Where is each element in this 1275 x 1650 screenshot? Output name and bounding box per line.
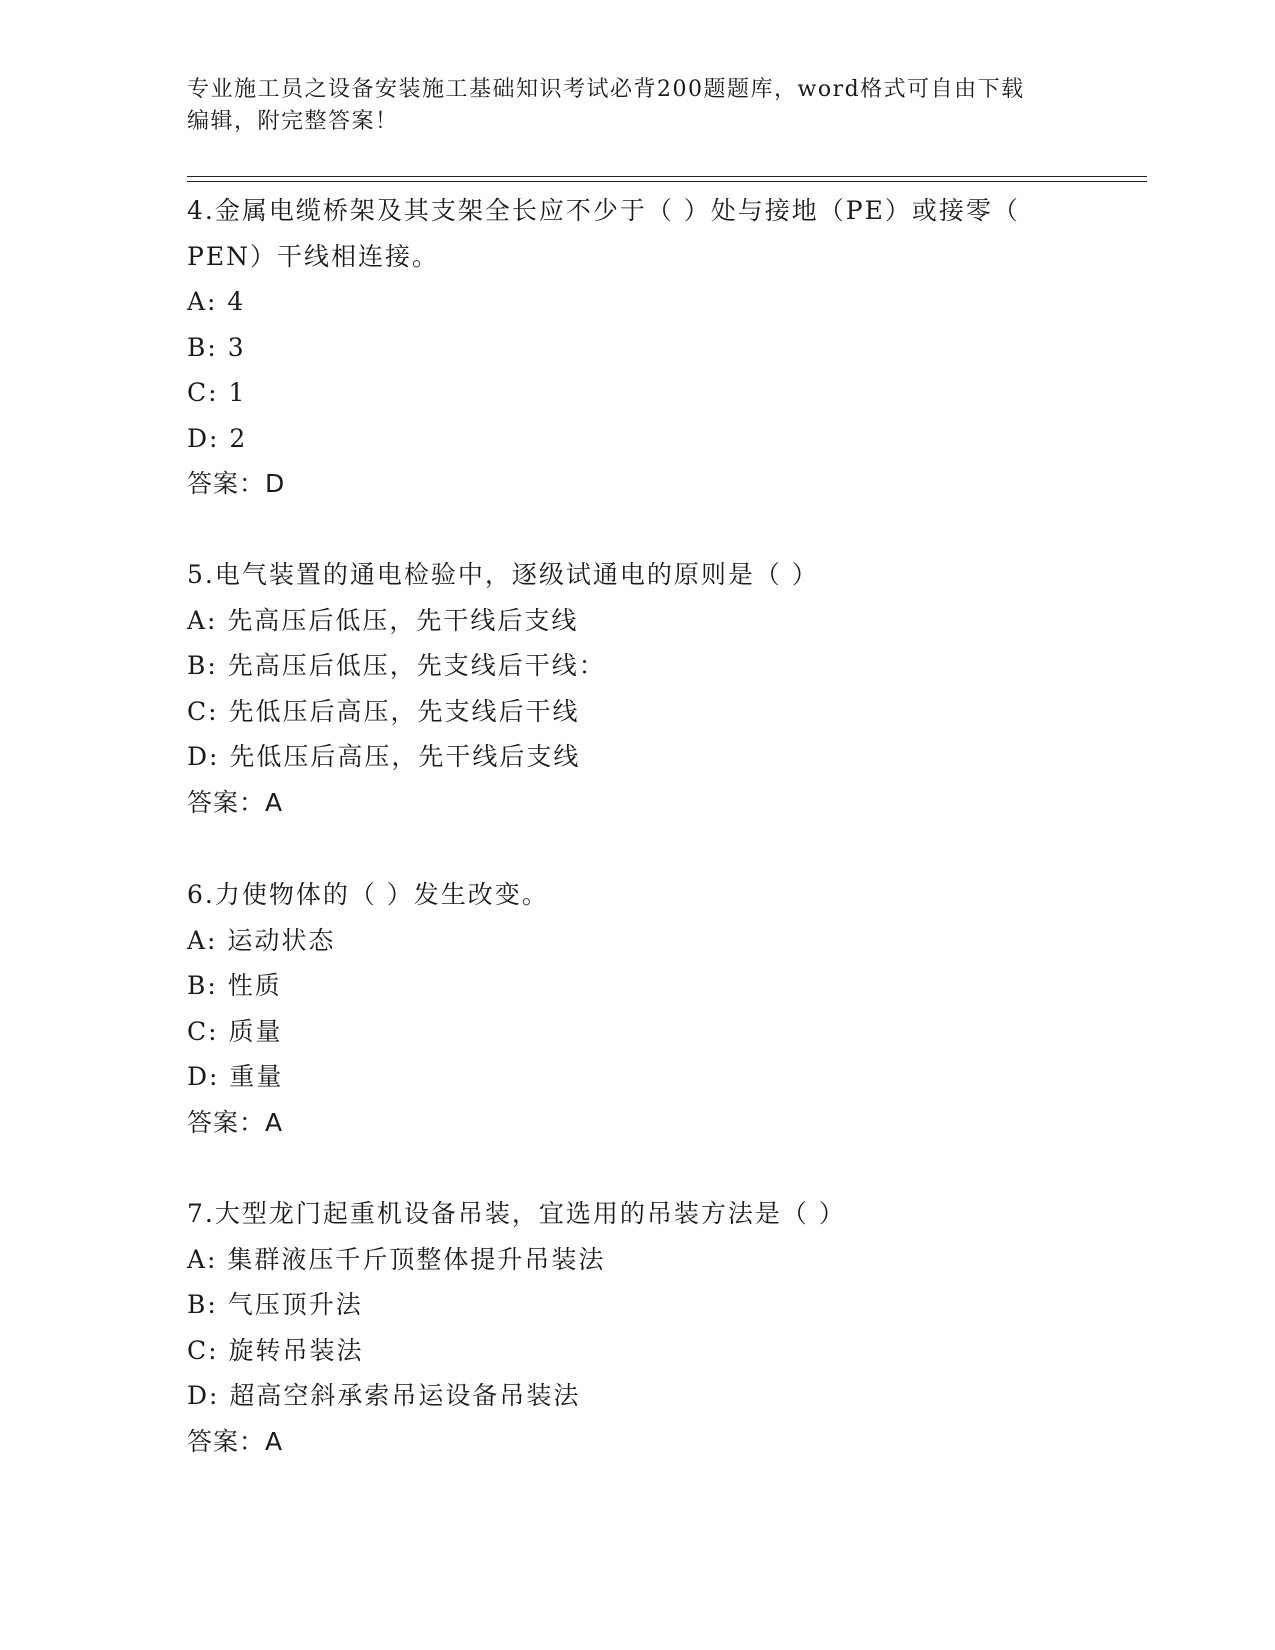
answer-line: 答案：A [187,1426,284,1456]
header-line-2: 编辑，附完整答案！ [187,109,399,134]
option-c: C: 1 [187,378,247,407]
option-c: C: 旋转吊装法 [187,1335,364,1365]
question-stem: 6.力使物体的（ ）发生改变。 [187,880,549,909]
question-6 [187,872,1087,1145]
option-d: D: 先低压后高压，先干线后支线 [187,742,581,771]
header-divider-top [187,176,1147,177]
question-5 [187,552,1087,825]
answer-line: 答案：D [187,469,286,498]
option-a: A: 集群液压千斤顶整体提升吊装法 [187,1244,606,1274]
option-d: D: 2 [187,423,248,453]
question-7 [187,1191,1087,1464]
option-c: C: 先低压后高压，先支线后干线 [187,696,580,726]
answer-line: 答案：A [187,1107,284,1137]
option-d: D: 超高空斜承索吊运设备吊装法 [187,1381,581,1410]
document-header [187,74,1067,138]
option-a: A: 先高压后低压，先干线后支线 [187,605,579,635]
question-stem-continued: PEN）干线相连接。 [187,241,439,271]
option-b: B: 3 [187,332,246,362]
question-4 [187,188,1087,507]
option-a: A: 4 [187,287,246,316]
question-stem: 4.金属电缆桥架及其支架全长应不少于（ ）处与接地（PE）或接零（ [187,196,1020,225]
header-line-1: 专业施工员之设备安装施工基础知识考试必背200题题库，word格式可自由下载 [187,77,1025,102]
question-stem: 5.电气装置的通电检验中，逐级试通电的原则是（ ） [187,560,819,589]
answer-line: 答案：A [187,787,284,817]
option-c: C: 质量 [187,1016,283,1046]
option-b: B: 性质 [187,971,282,1000]
option-b: B: 气压顶升法 [187,1290,363,1319]
question-stem: 7.大型龙门起重机设备吊装，宜选用的吊装方法是（ ） [187,1199,846,1228]
option-b: B: 先高压后低压，先支线后干线： [187,651,606,680]
option-d: D: 重量 [187,1062,284,1091]
header-divider-bottom [187,181,1147,182]
option-a: A: 运动状态 [187,925,336,955]
